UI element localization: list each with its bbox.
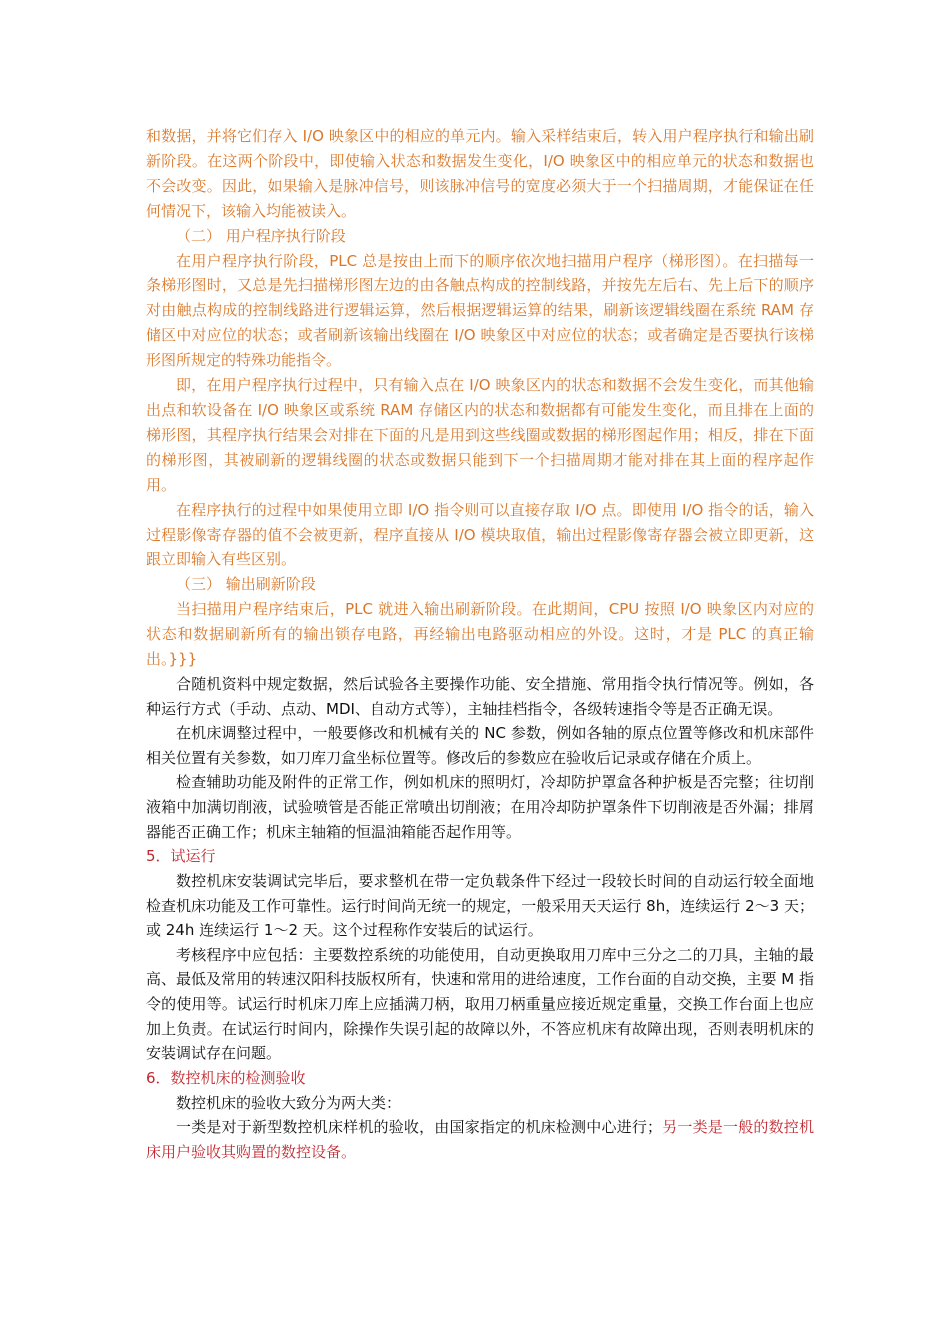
paragraph-input-sampling: 和数据，并将它们存入 I/O 映象区中的相应的单元内。输入采样结束后，转入用户程序执行和输出刷新阶段。在这两个阶段中，即使输入状态和数据发生变化，I/O 映象区中的相应单元的状态和数据也不会改变。因此，如果输入是脉冲信号，则该脉冲信号的宽度必须大于一个扫描周期，才能保证在任何情况下，该输入均能被读入。 <box>146 127 814 220</box>
paragraph-trial-run: 数控机床安装调试完毕后，要求整机在带一定负载条件下经过一段较长时间的自动运行较全面地检查机床功能及工作可靠性。运行时间尚无统一的规定，一般采用天天运行 8h，连续运行 2～3 天；或 24h 连续运行 1～2 天。这个过程称作安装后的试运行。 <box>146 872 814 940</box>
paragraph-program-execution: 在用户程序执行阶段，PLC 总是按由上而下的顺序依次地扫描用户程序（梯形图）。在扫描每一条梯形图时，又总是先扫描梯形图左边的由各触点构成的控制线路，并按先左后右、先上后下的顺序对由触点构成的控制线路进行逻辑运算，然后根据逻辑运算的结果，刷新该逻辑线圈在系统 RAM 存储区中对应位的状态；或者刷新该输出线圈在 I/O 映象区中对应位的状态；或者确定是否要执行该梯形图所规定的特殊功能指令。 <box>146 251 814 370</box>
acceptance-type-one: 一类是对于新型数控机床样机的验收，由国家指定的机床检测中心进行； <box>176 1118 663 1137</box>
paragraph-immediate-io: 在程序执行的过程中如果使用立即 I/O 指令则可以直接存取 I/O 点。即使用 I/O 指令的话，输入过程影像寄存器的值不会被更新，程序直接从 I/O 模块取值，输出过程影像寄存器会被立即更新，这跟立即输入有些区别。 <box>146 500 814 569</box>
paragraph-auxiliary-functions: 检查辅助功能及附件的正常工作，例如机床的照明灯，冷却防护罩盒各种护板是否完整；往切削液箱中加满切削液，试验喷管是否能正常喷出切削液；在用冷却防护罩条件下切削液是否外漏；排屑器能否正确工作；机床主轴箱的恒温油箱能否起作用等。 <box>146 773 814 841</box>
heading-user-program-execution: （二） 用户程序执行阶段 <box>176 226 346 245</box>
paragraph-nc-parameters: 在机床调整过程中，一般要修改和机械有关的 NC 参数，例如各轴的原点位置等修改和机床部件相关位置有关参数，如刀库刀盒坐标位置等。修改后的参数应在验收后记录或存储在介质上。 <box>146 724 814 767</box>
document-page <box>146 124 814 1165</box>
paragraph-function-tests: 合随机资料中规定数据，然后试验各主要操作功能、安全措施、常用指令执行情况等。例如，各种运行方式（手动、点动、MDI、自动方式等），主轴挂档指令，各级转速指令等是否正确无误。 <box>146 674 814 718</box>
paragraph-io-image-states: 即，在用户程序执行过程中，只有输入点在 I/O 映象区内的状态和数据不会发生变化，而其他输出点和软设备在 I/O 映象区或系统 RAM 存储区内的状态和数据都有可能发生变化，而且排在上面的梯形图，其程序执行结果会对排在下面的凡是用到这些线圈或数据的梯形图起作用；相反，排在下面的梯形图，其被刷新的逻辑线圈的状态或数据只能到下一个扫描周期才能对排在其上面的程序起作用。 <box>146 376 814 494</box>
acceptance-type-two: 另一类是一般的数控机床用户验收其购置的数控设备。 <box>146 1118 814 1162</box>
heading-output-refresh: （三） 输出刷新阶段 <box>176 575 316 594</box>
paragraph-test-program: 考核程序中应包括：主要数控系统的功能使用，自动更换取用刀库中三分之二的刀具，主轴的最高、最低及常用的转速汉阳科技版权所有，快速和常用的进给速度，工作台面的自动交换，主要 M 指令的使用等。试运行时机床刀库上应插满刀柄，取用刀柄重量应接近规定重量，交换工作台面上也应加上负责。在试运行时间内，除操作失误引起的故障以外，不答应机床有故障出现，否则表明机床的安装调试存在问题。 <box>146 945 814 1063</box>
heading-trial-run: 5．试运行 <box>146 847 216 866</box>
paragraph-acceptance-detail <box>146 1115 814 1164</box>
heading-inspection-acceptance: 6．数控机床的检测验收 <box>146 1068 306 1087</box>
paragraph-output-refresh: 当扫描用户程序结束后，PLC 就进入输出刷新阶段。在此期间，CPU 按照 I/O 映象区内对应的状态和数据刷新所有的输出锁存电路，再经输出电路驱动相应的外设。这时，才是 PLC 的真正输出。}}} <box>146 600 814 669</box>
paragraph-acceptance-types: 数控机床的验收大致分为两大类： <box>176 1093 402 1112</box>
